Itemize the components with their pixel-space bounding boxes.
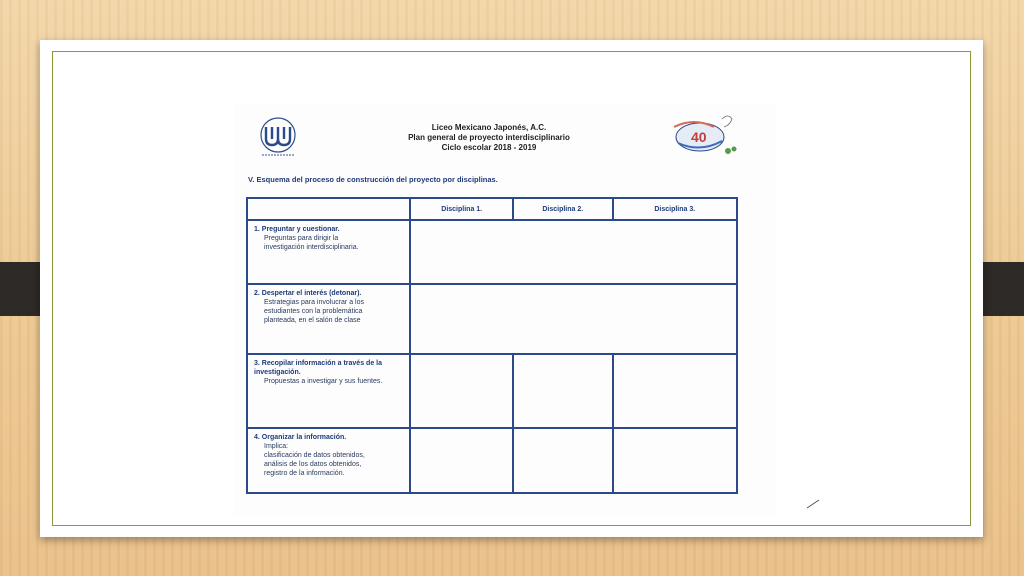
row-detail: Implica: — [264, 443, 289, 450]
section-title: V. Esquema del proceso de construcción del proyecto por disciplinas. — [248, 175, 498, 184]
row-label — [247, 284, 410, 354]
table-row — [247, 354, 737, 428]
row-title: 3. Recopilar información a través de la investigación. — [254, 360, 382, 376]
row-label — [247, 220, 410, 284]
row-detail: Propuestas a investigar y sus fuentes. — [264, 378, 383, 385]
svg-text:40: 40 — [691, 129, 707, 145]
table-row — [247, 284, 737, 354]
row-detail: registro de la información. — [264, 470, 345, 477]
discipline-3-cell — [613, 354, 737, 428]
table-row — [247, 220, 737, 284]
row-detail: estudiantes con la problemática — [264, 308, 363, 315]
pen-stroke-mark — [806, 499, 820, 509]
header-cell-empty — [247, 198, 410, 220]
row-label — [247, 354, 410, 428]
header-cell-discipline-2: Disciplina 2. — [513, 198, 613, 220]
row-detail: Preguntas para dirigir la — [264, 235, 339, 242]
discipline-2-cell — [513, 428, 613, 493]
row-title: 1. Preguntar y cuestionar. — [254, 226, 340, 233]
discipline-3-cell — [613, 428, 737, 493]
slide — [40, 40, 983, 537]
header-cell-discipline-1: Disciplina 1. — [410, 198, 513, 220]
header-cell-discipline-3: Disciplina 3. — [613, 198, 737, 220]
row-detail: investigación interdisciplinaria. — [264, 244, 359, 251]
merged-discipline-cell — [410, 220, 737, 284]
row-detail: planteada, en el salón de clase — [264, 317, 361, 324]
row-title: 4. Organizar la información. — [254, 434, 347, 441]
row-detail: análisis de los datos obtenidos, — [264, 461, 362, 468]
discipline-2-cell — [513, 354, 613, 428]
liceo-mexicano-japones-logo — [254, 115, 302, 159]
school-year: Ciclo escolar 2018 - 2019 — [441, 143, 537, 152]
row-title: 2. Despertar el interés (detonar). — [254, 290, 362, 297]
row-detail: Estrategias para involucrar a los — [264, 299, 364, 306]
merged-discipline-cell — [410, 284, 737, 354]
discipline-1-cell — [410, 354, 513, 428]
row-detail: clasificación de datos obtenidos, — [264, 452, 365, 459]
document-image — [234, 105, 776, 516]
document-header — [354, 123, 624, 153]
anniversary-40-logo — [664, 109, 740, 159]
table-row — [247, 428, 737, 493]
school-name: Liceo Mexicano Japonés, A.C. — [431, 123, 547, 132]
table-header-row — [247, 198, 737, 220]
row-label — [247, 428, 410, 493]
discipline-1-cell — [410, 428, 513, 493]
plan-title: Plan general de proyecto interdisciplinario — [408, 133, 570, 142]
discipline-table — [246, 197, 738, 494]
